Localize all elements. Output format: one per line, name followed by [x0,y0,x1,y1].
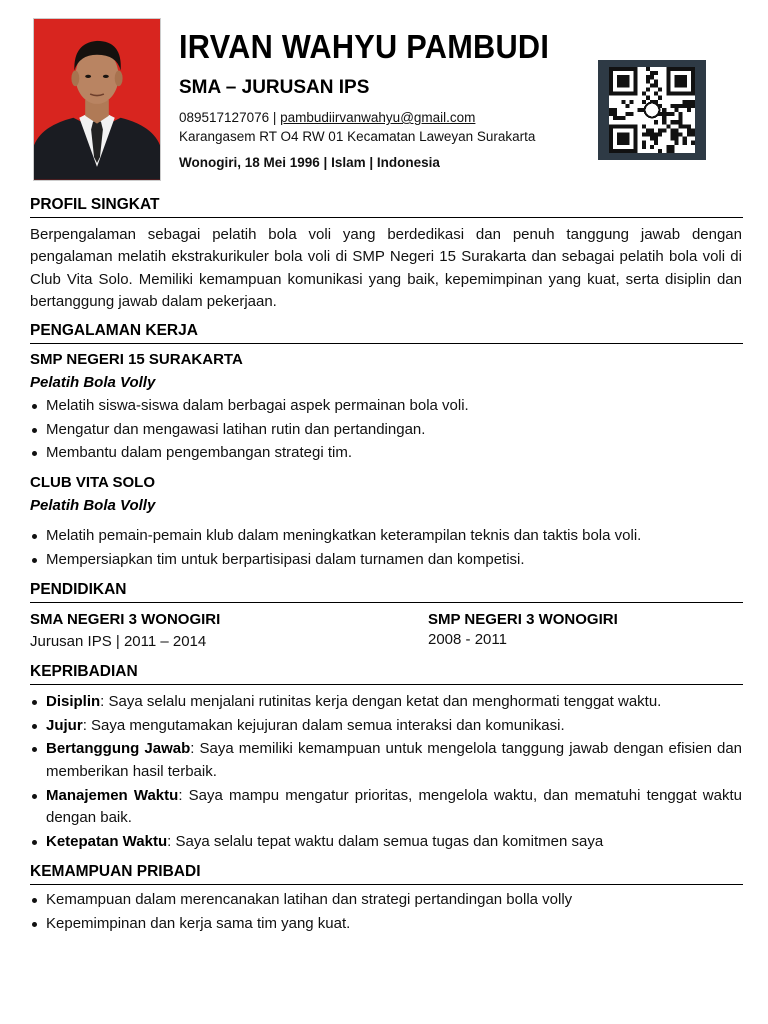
profile-photo [33,18,161,181]
person-portrait-icon [34,19,160,180]
list-item: Membantu dalam pengembangan strategi tim. [30,442,742,465]
section-title-education: PENDIDIKAN [30,581,743,603]
list-item: Melatih pemain-pemain klub dalam meningkatkan keterampilan teknis dan taktis bola voli. [30,525,742,548]
list-item: Kepemimpinan dan kerja sama tim yang kuat. [30,913,742,936]
list-item: Melatih siswa-siswa dalam berbagai aspek permainan bola voli. [30,395,742,418]
job-role: Pelatih Bola Volly [30,374,156,391]
trait-term: Disiplin [46,693,101,710]
trait-term: Jujur [46,716,83,734]
job-org: CLUB VITA SOLO [30,474,155,491]
trait-desc: : Saya selalu menjalani rutinitas kerja dengan ketat dan menghormati tenggat waktu. [100,693,662,710]
trait-desc: : Saya memiliki kemampuan untuk mengelola tanggung jawab dengan efisien dan memberikan hasil terbaik. [46,740,742,780]
qr-code [598,60,706,160]
list-item [30,831,742,854]
applicant-name: IRVAN WAHYU PAMBUDI [179,28,550,65]
trait-desc: : Saya mengutamakan kejujuran dalam semua interaksi dan komunikasi. [82,716,565,734]
list-item [30,785,742,830]
trait-term: Ketepatan Waktu [46,832,168,850]
section-title-skills: KEMAMPUAN PRIBADI [30,863,743,885]
school-name: SMA NEGERI 3 WONOGIRI [30,611,221,628]
contact-separator: | [269,110,281,125]
job-duties-list [30,525,742,572]
list-item: Mengatur dan mengawasi latihan rutin dan pertandingan. [30,419,742,442]
applicant-subtitle: SMA – JURUSAN IPS [179,77,370,98]
personality-list [30,691,742,854]
address: Karangasem RT O4 RW 01 Kecamatan Laweyan Surakarta [179,129,536,144]
list-item [30,738,742,783]
phone-number: 089517127076 [179,110,270,125]
contact-line [179,110,475,125]
list-item: Mempersiapkan tim untuk berpartisipasi dalam turnamen dan kompetisi. [30,549,742,572]
school-detail: Jurusan IPS | 2011 – 2014 [30,633,207,650]
trait-desc: : Saya mampu mengatur prioritas, mengelola waktu, dan mematuhi tenggat waktu dengan baik. [46,786,742,827]
list-item [30,691,742,714]
job-role: Pelatih Bola Volly [30,497,156,514]
section-title-profile: PROFIL SINGKAT [30,196,743,218]
birth-info: Wonogiri, 18 Mei 1996 | Islam | Indonesia [179,155,440,170]
job-org: SMP NEGERI 15 SURAKARTA [30,351,243,368]
trait-term: Manajemen Waktu [46,786,179,804]
school-detail: 2008 - 2011 [428,631,507,648]
list-item: Kemampuan dalam merencanakan latihan dan strategi pertandingan bolla volly [30,889,742,912]
profile-text: Berpengalaman sebagai pelatih bola voli yang berdedikasi dan penuh tanggung jawab dengan pengalaman melatih ekstrakurikuler bola voli di SMP Negeri 15 Surakarta dan sebagai pelatih bola voli di Club Vita Solo. Memiliki kemampuan komunikasi yang baik, kepemimpinan yang kuat, serta disiplin dan bertanggung jawab dalam pekerjaan. [30,226,742,310]
section-title-personality: KEPRIBADIAN [30,663,743,685]
trait-term: Bertanggung Jawab [46,740,191,758]
email-link[interactable]: pambudiirvanwahyu@gmail.com [280,110,476,125]
list-item [30,715,742,738]
job-duties-list [30,395,742,466]
skills-list [30,889,742,936]
school-name: SMP NEGERI 3 WONOGIRI [428,611,618,628]
trait-desc: : Saya selalu tepat waktu dalam semua tugas dan komitmen saya [167,832,604,850]
qr-code-icon [609,67,695,153]
section-title-experience: PENGALAMAN KERJA [30,322,743,344]
